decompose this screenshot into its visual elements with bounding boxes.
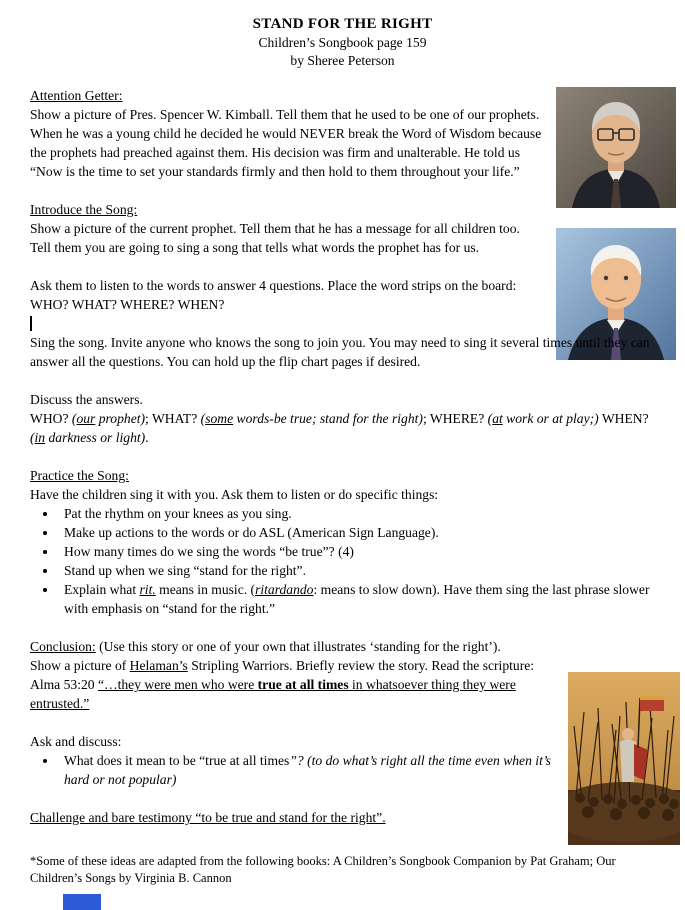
list-item: • How many times do we sing the words “be true”? (4) <box>58 542 655 561</box>
scripture-quote: “…they were men who were <box>97 677 258 692</box>
run: words-be true; stand for the right) <box>233 411 423 426</box>
run: WHEN? <box>598 411 649 426</box>
list-item: • Stand up when we sing “stand for the right”. <box>58 561 655 580</box>
ask-discuss-heading: Ask and discuss: <box>30 734 122 749</box>
conclusion-body <box>30 656 560 713</box>
run: (Use this story or one of your own that illustrates ‘standing for the right’). <box>95 639 501 654</box>
byline: by Sheree Peterson <box>290 53 395 68</box>
run: Show a picture of <box>30 658 130 673</box>
run: rit. <box>139 582 156 597</box>
discuss-answers-intro: Discuss the answers. <box>30 392 143 407</box>
footnote: *Some of these ideas are adapted from the following books: A Children’s Songbook Companion by Pat Graham; Our Children’s Songs by Virginia B. Cannon <box>30 854 616 885</box>
attention-getter-body: Show a picture of Pres. Spencer W. Kimball. Tell them that he used to be one of our prophets. When he was a young child he decided he would NEVER break the Word of Wisdom because the prophets had preached against them. His decision was firm and unalterable. He told us “Now is the time to set your standards firmly and then hold to them throughout your life.” <box>30 107 542 179</box>
conclusion-heading-line <box>30 637 560 656</box>
run: at <box>492 411 503 426</box>
heading-text: Attention Getter: <box>30 88 123 103</box>
sing-song-paragraph: Sing the song. Invite anyone who knows the song to join you. You may need to sing it several times until they can answer all the questions. You can hold up the flip chart pages if desired. <box>30 335 650 369</box>
run: ( <box>71 411 77 426</box>
practice-song-heading <box>30 466 655 485</box>
run: What does it mean to be “true at all times <box>64 753 290 768</box>
run: . <box>145 430 149 445</box>
ask-discuss-section <box>30 732 655 789</box>
challenge-text: Challenge and bare testimony “to be true and stand for the right”. <box>30 810 386 825</box>
run: means in music. ( <box>155 582 256 597</box>
page-subtitle: Children’s Songbook page 159 <box>258 35 427 50</box>
discuss-answers-section <box>30 390 655 447</box>
list-item: • Pat the rhythm on your knees as you sing. <box>58 504 655 523</box>
run: Helaman’s <box>129 658 188 673</box>
document-body <box>30 14 655 887</box>
run: our <box>76 411 96 426</box>
run: Explain what <box>64 582 140 597</box>
introduce-song-heading <box>30 200 655 219</box>
attention-getter-heading <box>30 86 655 105</box>
attention-getter-section <box>30 86 655 181</box>
introduce-song-p1: Show a picture of the current prophet. Tell them that he has a message for all children too. Tell them you are going to sing a song that tells what words the prophet has for us. <box>30 221 520 255</box>
run: ”? (to do what’s right all the time even when it’s hard or not popular) <box>64 753 551 787</box>
heading-text: Conclusion: <box>30 639 96 654</box>
run: ( <box>487 411 493 426</box>
challenge-line <box>30 808 560 827</box>
scripture-quote: in whatsoever thing they were entrusted.” <box>30 677 516 711</box>
conclusion-section <box>30 637 655 713</box>
ask-bullet-list <box>58 751 560 789</box>
run: work or at play;) <box>502 411 599 426</box>
cursor-line <box>30 314 655 333</box>
run: : means to slow down). Have them sing the last phrase slower with emphasis on “stand for the right.” <box>64 582 650 616</box>
list-item <box>58 580 655 618</box>
heading-text: Practice the Song: <box>30 468 129 483</box>
discuss-answers-line <box>30 409 655 447</box>
list-item <box>58 751 560 789</box>
taskbar-fragment[interactable] <box>63 894 101 910</box>
run: some <box>205 411 234 426</box>
text-cursor <box>30 316 32 331</box>
practice-song-section <box>30 466 655 618</box>
run: WHO? <box>30 411 72 426</box>
list-item: • Make up actions to the words or do ASL (American Sign Language). <box>58 523 655 542</box>
scripture-quote-emphasis: true at all times <box>257 677 349 692</box>
introduce-song-section <box>30 200 655 371</box>
run: ( <box>30 430 35 445</box>
run: prophet) <box>95 411 146 426</box>
run: ( <box>200 411 206 426</box>
heading-text: Introduce the Song: <box>30 202 138 217</box>
run: Stripling Warriors. Briefly review the story. Read the scripture: Alma 53:20 <box>30 658 535 692</box>
page-title: STAND FOR THE RIGHT <box>252 16 433 32</box>
run: ; WHERE? <box>422 411 488 426</box>
introduce-song-p2: Ask them to listen to the words to answer 4 questions. Place the word strips on the board: WHO? WHAT? WHERE? WHEN? <box>30 278 517 312</box>
run: ; WHAT? <box>145 411 201 426</box>
run: in <box>34 430 46 445</box>
practice-song-intro: Have the children sing it with you. Ask them to listen or do specific things: <box>30 487 439 502</box>
run: ritardando <box>255 582 314 597</box>
run: darkness or light) <box>45 430 146 445</box>
practice-bullet-list <box>58 504 655 618</box>
